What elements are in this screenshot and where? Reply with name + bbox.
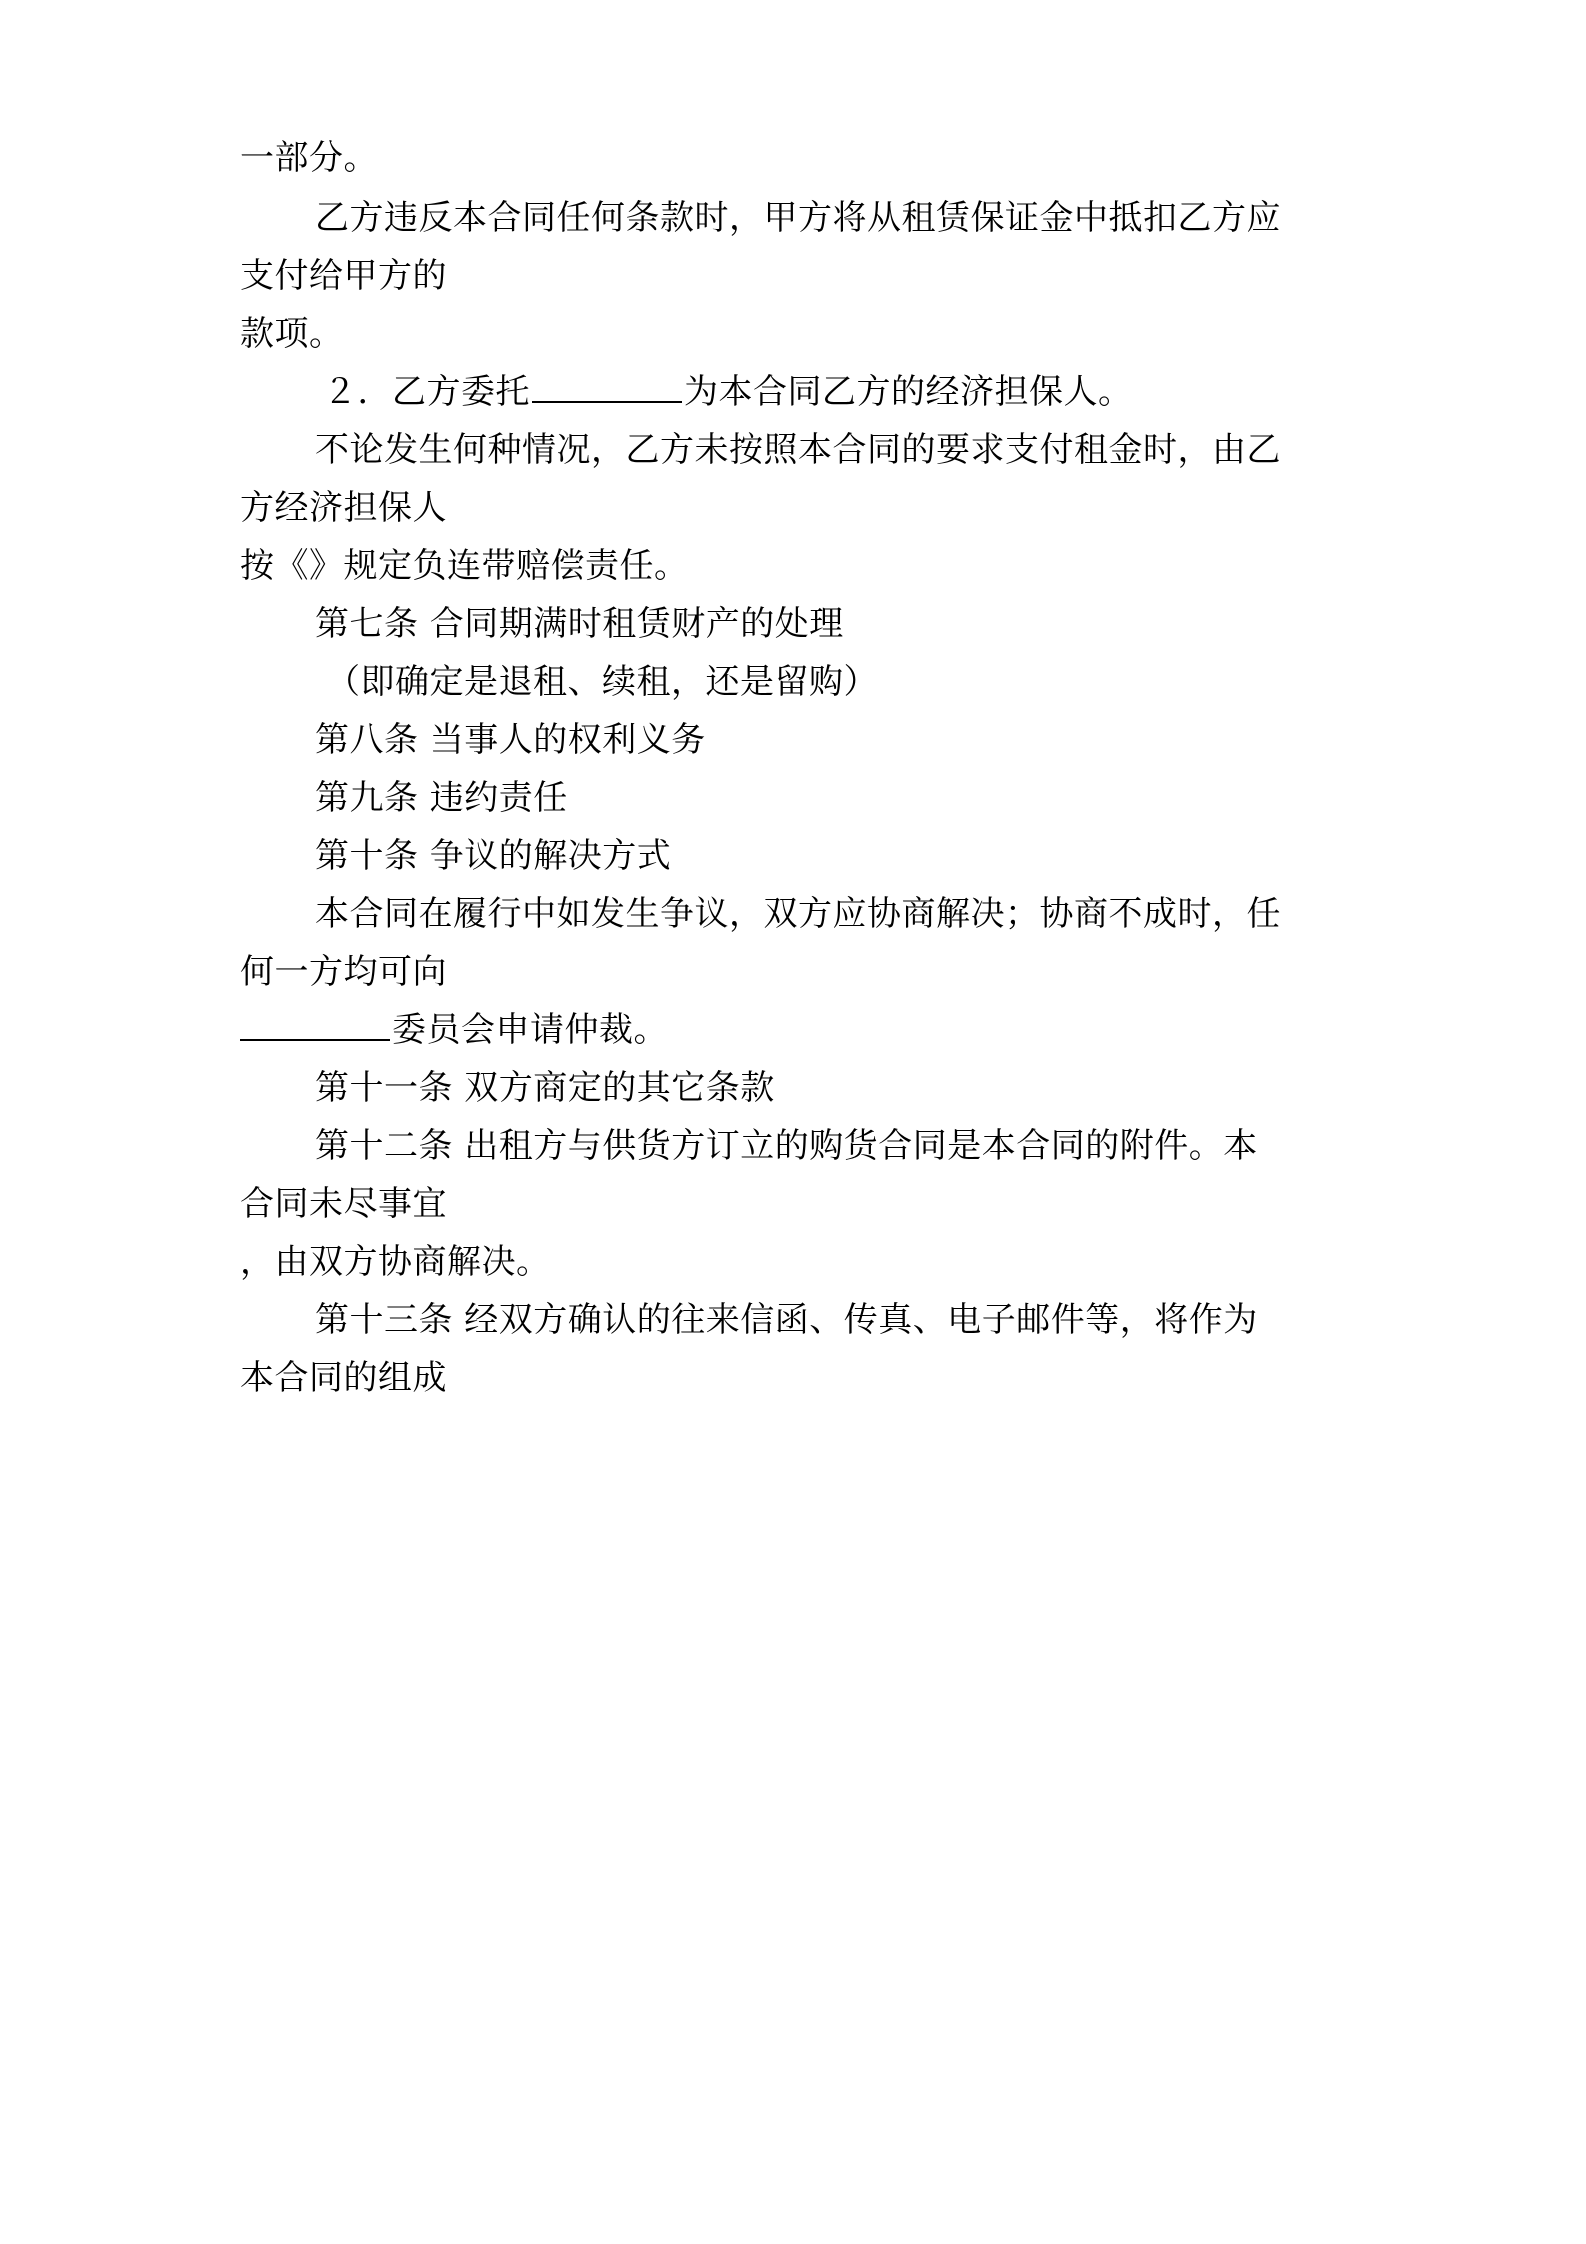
article-heading [315, 774, 568, 822]
line-text: 第十二条 出租方与供货方订立的购货合同是本合同的附件。本 [315, 1126, 1258, 1166]
line-text: 第十条 争议的解决方式 [315, 836, 672, 876]
article-heading [315, 1296, 1258, 1344]
text-line [240, 948, 447, 996]
arbitration-line [240, 1006, 668, 1054]
line-text: 第九条 违约责任 [315, 778, 568, 818]
line-text: 本合同的组成 [240, 1358, 447, 1398]
text-line [240, 1238, 551, 1286]
text-line [240, 310, 344, 358]
text-line [240, 484, 447, 532]
paragraph-line [315, 890, 1281, 938]
line-text: 不论发生何种情况，乙方未按照本合同的要求支付租金时，由乙 [315, 430, 1281, 470]
line-text: ２．乙方委托 [323, 372, 530, 412]
guarantor-line [323, 368, 1133, 416]
article-heading [315, 1122, 1258, 1170]
line-text: 乙方违反本合同任何条款时，甲方将从租赁保证金中抵扣乙方应 [315, 198, 1281, 238]
line-text: 支付给甲方的 [240, 256, 447, 296]
line-text: 按《》规定负连带赔偿责任。 [240, 546, 689, 586]
article-heading [315, 716, 706, 764]
line-text: 何一方均可向 [240, 952, 447, 992]
line-text: 本合同在履行中如发生争议，双方应协商解决；协商不成时，任 [315, 894, 1281, 934]
paragraph-line [315, 194, 1281, 242]
text-line [240, 542, 689, 590]
paragraph-line [315, 426, 1281, 474]
text-line [240, 1180, 447, 1228]
line-text: 一部分。 [240, 138, 378, 178]
text-line [240, 252, 447, 300]
text-line [240, 134, 378, 182]
line-text: 合同未尽事宜 [240, 1184, 447, 1224]
text-line [240, 1354, 447, 1402]
line-text: （即确定是退租、续租，还是留购） [326, 662, 878, 702]
line-text: 为本合同乙方的经济担保人。 [684, 372, 1133, 412]
line-text: ，由双方协商解决。 [240, 1242, 551, 1282]
article-heading [315, 1064, 775, 1112]
line-text: 款项。 [240, 314, 344, 354]
article-note [326, 658, 878, 706]
line-text: 第十一条 双方商定的其它条款 [315, 1068, 775, 1108]
line-text: 第八条 当事人的权利义务 [315, 720, 706, 760]
line-text: 方经济担保人 [240, 488, 447, 528]
line-text: 第十三条 经双方确认的往来信函、传真、电子邮件等，将作为 [315, 1300, 1258, 1340]
guarantor-blank [532, 371, 682, 403]
article-heading [315, 832, 671, 880]
line-text: 委员会申请仲裁。 [392, 1010, 668, 1050]
line-text: 第七条 合同期满时租赁财产的处理 [315, 604, 844, 644]
arbitration-blank [240, 1009, 390, 1041]
article-heading [315, 600, 844, 648]
